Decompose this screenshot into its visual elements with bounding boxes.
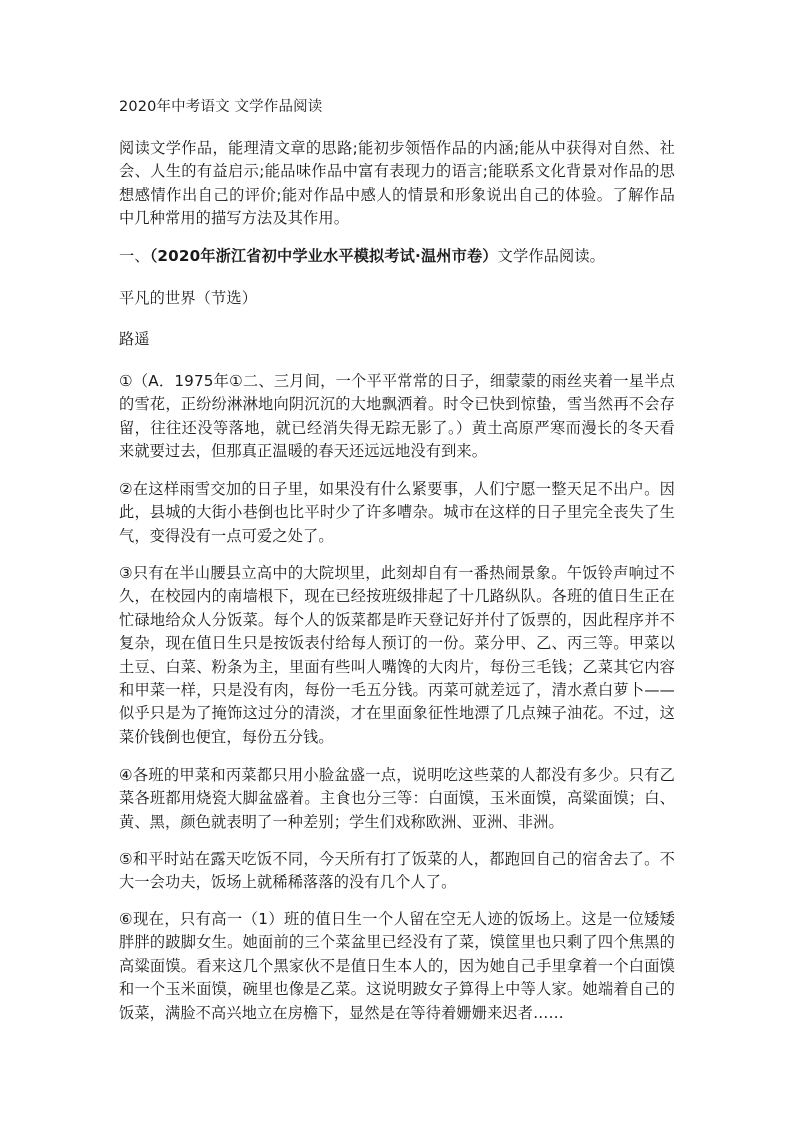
question-number: 一、 [119, 247, 150, 265]
paragraph-2: ②在这样雨雪交加的日子里，如果没有什么紧要事，人们宁愿一整天足不出户。因此，县城的大街小巷倒也比平时少了许多嘈杂。城市在这样的日子里完全丧失了生气，变得没有一点可爱之处了。 [119, 480, 675, 545]
paragraph-4: ④各班的甲菜和丙菜都只用小脸盆盛一点，说明吃这些菜的人都没有多少。只有乙菜各班都用烧瓷大脚盆盛着。主食也分三等：白面馍，玉米面馍，高粱面馍；白、黄、黑，颜色就表明了一种差别；学生们戏称欧洲、亚洲、非洲。 [119, 766, 675, 831]
reading-objectives: 阅读文学作品，能理清文章的思路;能初步领悟作品的内涵;能从中获得对自然、社会、人生的有益启示;能品味作品中富有表现力的语言;能联系文化背景对作品的思想感情作出自己的评价;能对作品中感人的情景和形象说出自己的体验。了解作品中几种常用的描写方法及其作用。 [119, 139, 675, 228]
question-label: 文学作品阅读。 [497, 247, 606, 265]
paragraph-5: ⑤和平时站在露天吃饭不同，今天所有打了饭菜的人，都跑回自己的宿舍去了。不大一会功夫，饭场上就稀稀落落的没有几个人了。 [119, 850, 675, 892]
paragraph-1: ①（A．1975年①二、三月间，一个平平常常的日子，细蒙蒙的雨丝夹着一星半点的雪花，正纷纷淋淋地向阴沉沉的大地飘洒着。时令已快到惊蛰，雪当然再不会存留，往往还没等落地，就已经消失得无踪无影了。）黄土高原严寒而漫长的冬天看来就要过去，但那真正温暖的春天还远远地没有到来。 [119, 372, 675, 461]
paragraph-6: ⑥现在，只有高一（1）班的值日生一个人留在空无人迹的饭场上。这是一位矮矮胖胖的跛脚女生。她面前的三个菜盆里已经没有了菜，馍筐里也只剩了四个焦黑的高粱面馍。看来这几个黑家伙不是值日生本人的，因为她自己手里拿着一个白面馍和一个玉米面馍，碗里也像是乙菜。这说明跛女子算得上中等人家。她端着自己的饭菜，满脸不高兴地立在房檐下，显然是在等待着姗姗来迟者…… [119, 910, 675, 1022]
question-source: （2020年浙江省初中学业水平模拟考试·温州市卷） [149, 247, 498, 265]
document-title: 2020年中考语文 文学作品阅读 [119, 99, 323, 115]
paragraph-3: ③只有在半山腰县立高中的大院坝里，此刻却自有一番热闹景象。午饭铃声响过不久，在校园内的南墙根下，现在已经按班级排起了十几路纵队。各班的值日生正在忙碌地给众人分饭菜。每个人的饭菜都是昨天登记好并付了饭票的，因此程序并不复杂，现在值日生只是按饭表付给每人预订的一份。菜分甲、乙、丙三等。甲菜以土豆、白菜、粉条为主，里面有些叫人嘴馋的大肉片，每份三毛钱；乙菜其它内容和甲菜一样，只是没有肉，每份一毛五分钱。丙菜可就差远了，清水煮白萝卜——似乎只是为了掩饰这过分的清淡，才在里面象征性地漂了几点辣子油花。不过，这菜价钱倒也便宜，每份五分钱。 [119, 564, 675, 746]
passage-author: 路遥 [119, 330, 150, 348]
passage-title: 平凡的世界（节选） [119, 289, 258, 307]
question-heading [119, 245, 675, 268]
